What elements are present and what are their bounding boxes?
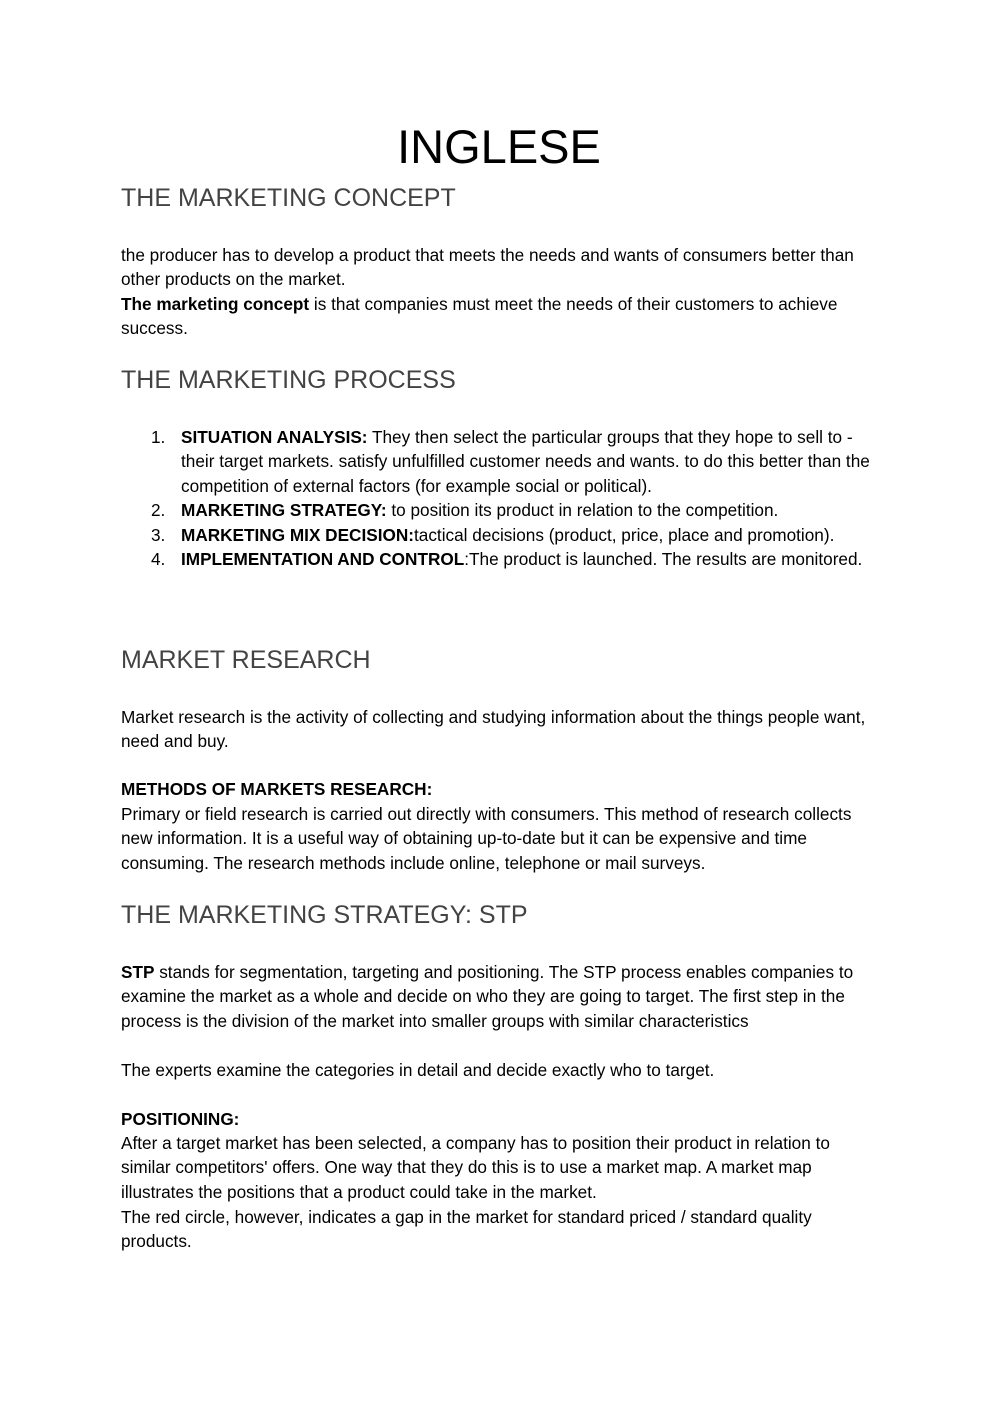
list-item-text: tactical decisions (product, price, place and promotion).: [414, 524, 835, 545]
research-paragraph: Market research is the activity of collecting and studying information about the things people want, need and buy.: [121, 707, 866, 752]
heading-marketing-process: THE MARKETING PROCESS: [121, 366, 456, 394]
positioning-paragraph-1: After a target market has been selected, a company has to position their product in relation to similar competitors' offers. One way that they do this is to use a market map. A market map illustrates the positions that a product could take in the market.: [121, 1133, 830, 1202]
list-item-bold: SITUATION ANALYSIS:: [181, 427, 368, 447]
list-item-number: 3.: [151, 524, 166, 545]
list-item-text: :The product is launched. The results are monitored.: [464, 549, 863, 570]
heading-marketing-concept: THE MARKETING CONCEPT: [121, 184, 456, 212]
concept-paragraph-1: the producer has to develop a product that meets the needs and wants of consumers better than other products on the market.: [121, 245, 854, 290]
list-item-text: to position its product in relation to the competition.: [386, 500, 779, 521]
concept-paragraph-2-text: is that companies must meet the needs of their customers to achieve success.: [121, 294, 838, 339]
list-item: [121, 547, 877, 571]
heading-marketing-strategy-stp: THE MARKETING STRATEGY: STP: [121, 901, 528, 929]
methods-label: [121, 777, 877, 801]
positioning-label-text: POSITIONING:: [121, 1109, 240, 1129]
positioning-label: [121, 1107, 877, 1131]
stp-paragraph-2: The experts examine the categories in detail and decide exactly who to target.: [121, 1060, 715, 1080]
methods-label-text: METHODS OF MARKETS RESEARCH:: [121, 779, 433, 799]
list-item: [121, 523, 877, 547]
concept-paragraph-2: [121, 292, 877, 341]
list-item-bold: MARKETING MIX DECISION:: [181, 524, 414, 545]
list-item-number: 2.: [151, 500, 166, 521]
stp-paragraph-1-text: stands for segmentation, targeting and positioning. The STP process enables companies to examine the market as a whole and decide on who they are going to target. The first step in the process is the division of the market into smaller groups with similar characteristics: [121, 962, 854, 1031]
list-item: [121, 425, 877, 498]
list-item-number: 4.: [151, 549, 166, 570]
heading-market-research: MARKET RESEARCH: [121, 646, 371, 674]
marketing-process-list: [121, 425, 877, 571]
stp-bold-term: STP: [121, 962, 155, 982]
list-item-bold: MARKETING STRATEGY:: [181, 500, 387, 521]
methods-paragraph: Primary or field research is carried out directly with consumers. This method of research collects new information. It is a useful way of obtaining up-to-date but it can be expensive and time consuming. The research methods include online, telephone or mail surveys.: [121, 804, 852, 873]
list-item-bold: IMPLEMENTATION AND CONTROL: [181, 549, 465, 570]
stp-paragraph-1: [121, 960, 877, 1033]
positioning-paragraph-2: The red circle, however, indicates a gap in the market for standard priced / standard quality products.: [121, 1207, 812, 1252]
concept-bold-term: The marketing concept: [121, 294, 310, 314]
list-item-text: They then select the particular groups that they hope to sell to - their target markets. satisfy unfulfilled customer needs and wants. to do this better than the competition of external factors (for example social or political).: [181, 427, 870, 496]
list-item-number: 1.: [151, 427, 166, 447]
document-title: INGLESE: [397, 120, 601, 173]
list-item: [121, 498, 877, 522]
